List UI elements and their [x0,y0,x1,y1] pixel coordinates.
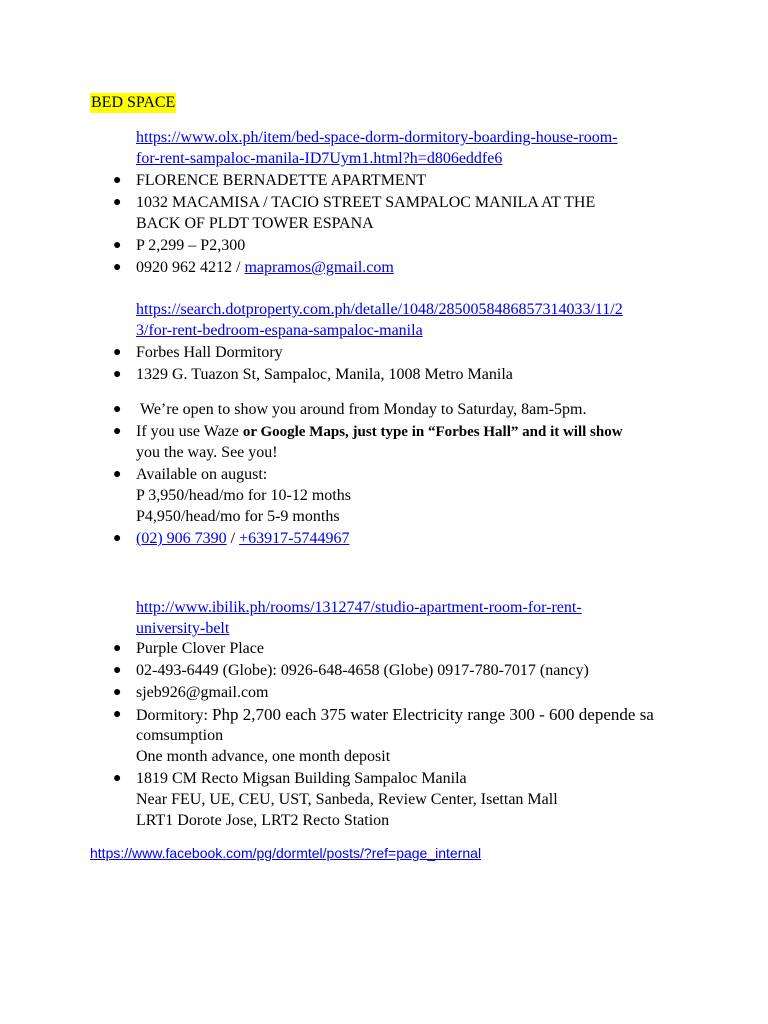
listing2-phone1-link[interactable]: (02) 906 7390 [136,530,227,547]
listing3-address-line2: Near FEU, UE, CEU, UST, Sanbeda, Review Center, Isettan Mall [136,791,558,808]
listing3-address-line3: LRT1 Dorote Jose, LRT2 Recto Station [136,812,390,829]
listing2-url-line2[interactable]: 3/for-rent-bedroom-espana-sampaloc-manila [136,322,423,339]
bullet-icon: ● [113,641,122,656]
listing3-url-line2[interactable]: university-belt [136,620,230,637]
listing3-url-line1[interactable]: http://www.ibilik.ph/rooms/1312747/studio-apartment-room-for-rent- [136,599,582,616]
listing2-rate1: P 3,950/head/mo for 10-12 moths [136,487,351,504]
bullet-icon: ● [113,424,122,439]
listing2-waze-part1: If you use Waze [136,423,243,440]
listing2-phones [136,528,349,549]
listing3-dorm-line2: comsumption [136,727,224,744]
listing2-phone2-link[interactable]: +63917-5744967 [239,530,350,547]
listing1-url-line1[interactable]: https://www.olx.ph/item/bed-space-dorm-dormitory-boarding-house-room- [136,129,618,146]
bullet-icon: ● [113,402,122,417]
heading-bed-space: BED SPACE [91,94,176,111]
listing1-url-line2[interactable]: for-rent-sampaloc-manila-ID7Uym1.html?h=d806eddfe6 [136,150,503,167]
bullet-icon: ● [113,238,122,253]
listing1-name: FLORENCE BERNADETTE APARTMENT [136,172,427,189]
listing2-open-hours: We’re open to show you around from Monday to Saturday, 8am-5pm. [140,401,587,418]
listing2-available: Available on august: [136,466,268,483]
listing1-email-link[interactable]: mapramos@gmail.com [244,259,394,276]
bullet-icon: ● [113,345,122,360]
facebook-link[interactable]: https://www.facebook.com/pg/dormtel/posts/?ref=page_internal [90,845,482,861]
listing3-name: Purple Clover Place [136,640,264,657]
listing2-name: Forbes Hall Dormitory [136,344,283,361]
bullet-icon: ● [113,195,122,210]
listing2-address: 1329 G. Tuazon St, Sampaloc, Manila, 1008 Metro Manila [136,366,513,383]
bullet-icon: ● [113,531,122,546]
bullet-icon: ● [113,685,122,700]
listing1-address-line2: BACK OF PLDT TOWER ESPANA [136,215,374,232]
listing3-dorm-line3: One month advance, one month deposit [136,748,391,765]
listing2-waze-line1 [136,421,623,443]
listing3-address-line1: 1819 CM Recto Migsan Building Sampaloc Manila [136,770,467,787]
listing1-contact [136,257,394,278]
listing3-email: sjeb926@gmail.com [136,684,269,701]
bullet-icon: ● [113,367,122,382]
listing2-waze-line2: you the way. See you! [136,444,278,461]
listing1-phone: 0920 962 4212 / [136,259,245,276]
listing2-rate2: P4,950/head/mo for 5-9 months [136,508,340,525]
listing3-phones: 02-493-6449 (Globe): 0926-648-4658 (Globe) 0917-780-7017 (nancy) [136,662,589,679]
listing2-phone-separator: / [226,530,240,547]
listing2-url-line1[interactable]: https://search.dotproperty.com.ph/detalle/1048/2850058486857314033/11/2 [136,301,623,318]
listing1-price: P 2,299 – P2,300 [136,237,246,254]
bullet-icon: ● [113,260,122,275]
bullet-icon: ● [113,707,122,722]
bullet-icon: ● [113,663,122,678]
listing3-dorm-line1 [136,704,654,726]
bullet-icon: ● [113,467,122,482]
listing1-address-line1: 1032 MACAMISA / TACIO STREET SAMPALOC MANILA AT THE [136,194,596,211]
listing3-dorm-price: Php 2,700 each 375 water Electricity range 300 - 600 depende sa [212,705,654,724]
listing2-waze-part2: or Google Maps, just type in “Forbes Hall” and it will show [242,424,623,440]
bullet-icon: ● [113,173,122,188]
bullet-icon: ● [113,771,122,786]
listing3-dorm-label: Dormitory: [136,707,212,724]
